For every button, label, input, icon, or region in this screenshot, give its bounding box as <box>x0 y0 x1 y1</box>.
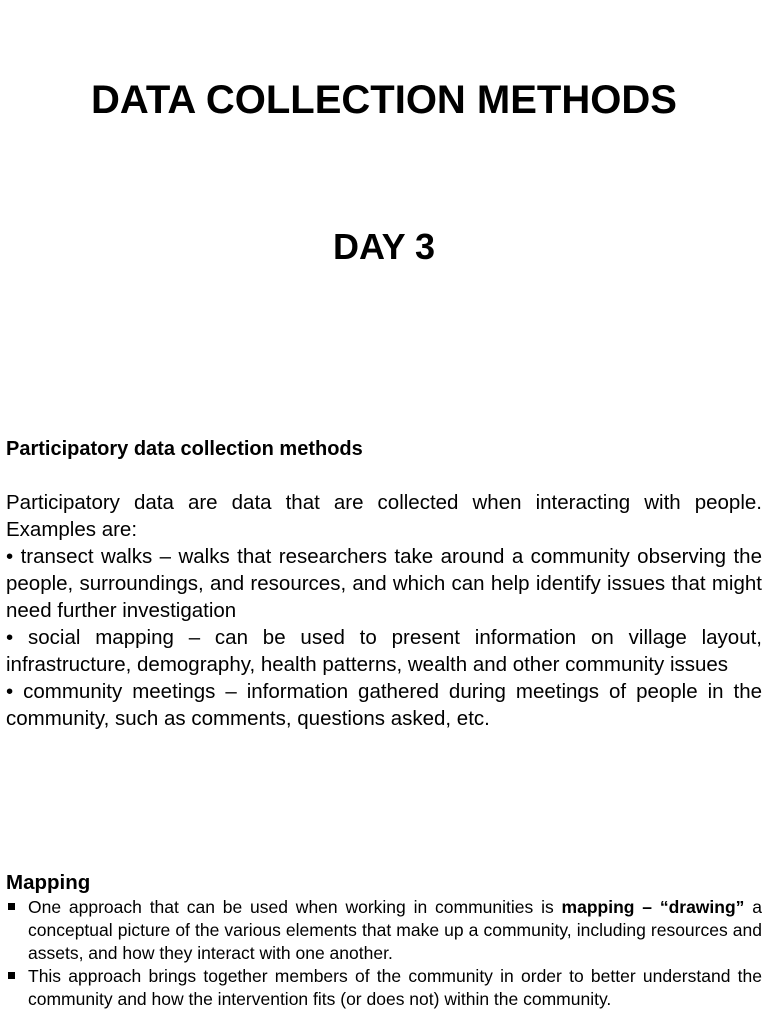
mapping-term: mapping – <box>561 897 652 917</box>
participatory-heading: Participatory data collection methods <box>6 438 363 460</box>
mapping-bullet-2-text: This approach brings together members of the community in order to better understand the community and how the intervention fits (or does not) within the community. <box>28 966 762 1009</box>
participatory-intro: Participatory data are data that are collected when interacting with people. Examples are: <box>6 491 762 541</box>
square-bullet-icon <box>8 972 15 979</box>
list-item <box>6 965 762 1011</box>
drawing-quote: “drawing” <box>652 897 745 917</box>
example-transect-walks: • transect walks – walks that researchers take around a community observing the people, surroundings, and resources, and which can help identify issues that might need further investigation <box>6 545 762 622</box>
page-title: DATA COLLECTION METHODS <box>91 78 677 122</box>
mapping-bullet-list <box>6 896 762 1011</box>
day-subtitle: DAY 3 <box>332 226 436 267</box>
spacer <box>6 462 762 489</box>
square-bullet-icon <box>8 903 15 910</box>
mapping-heading: Mapping <box>6 871 91 894</box>
mapping-bullet-1-text: One approach that can be used when working in communities is <box>28 897 562 917</box>
title-slide <box>0 0 768 400</box>
mapping-section <box>6 870 762 1011</box>
list-item <box>6 896 762 965</box>
example-social-mapping: • social mapping – can be used to present information on village layout, infrastructure, demography, health patterns, wealth and other community issues <box>6 626 762 676</box>
example-community-meetings: • community meetings – information gathered during meetings of people in the community, such as comments, questions asked, etc. <box>6 680 762 730</box>
participatory-section <box>6 436 762 732</box>
mapping-bullet-1-rest: a conceptual picture of the various elements that make up a community, including resources and assets, and how they interact with one another. <box>28 897 762 963</box>
